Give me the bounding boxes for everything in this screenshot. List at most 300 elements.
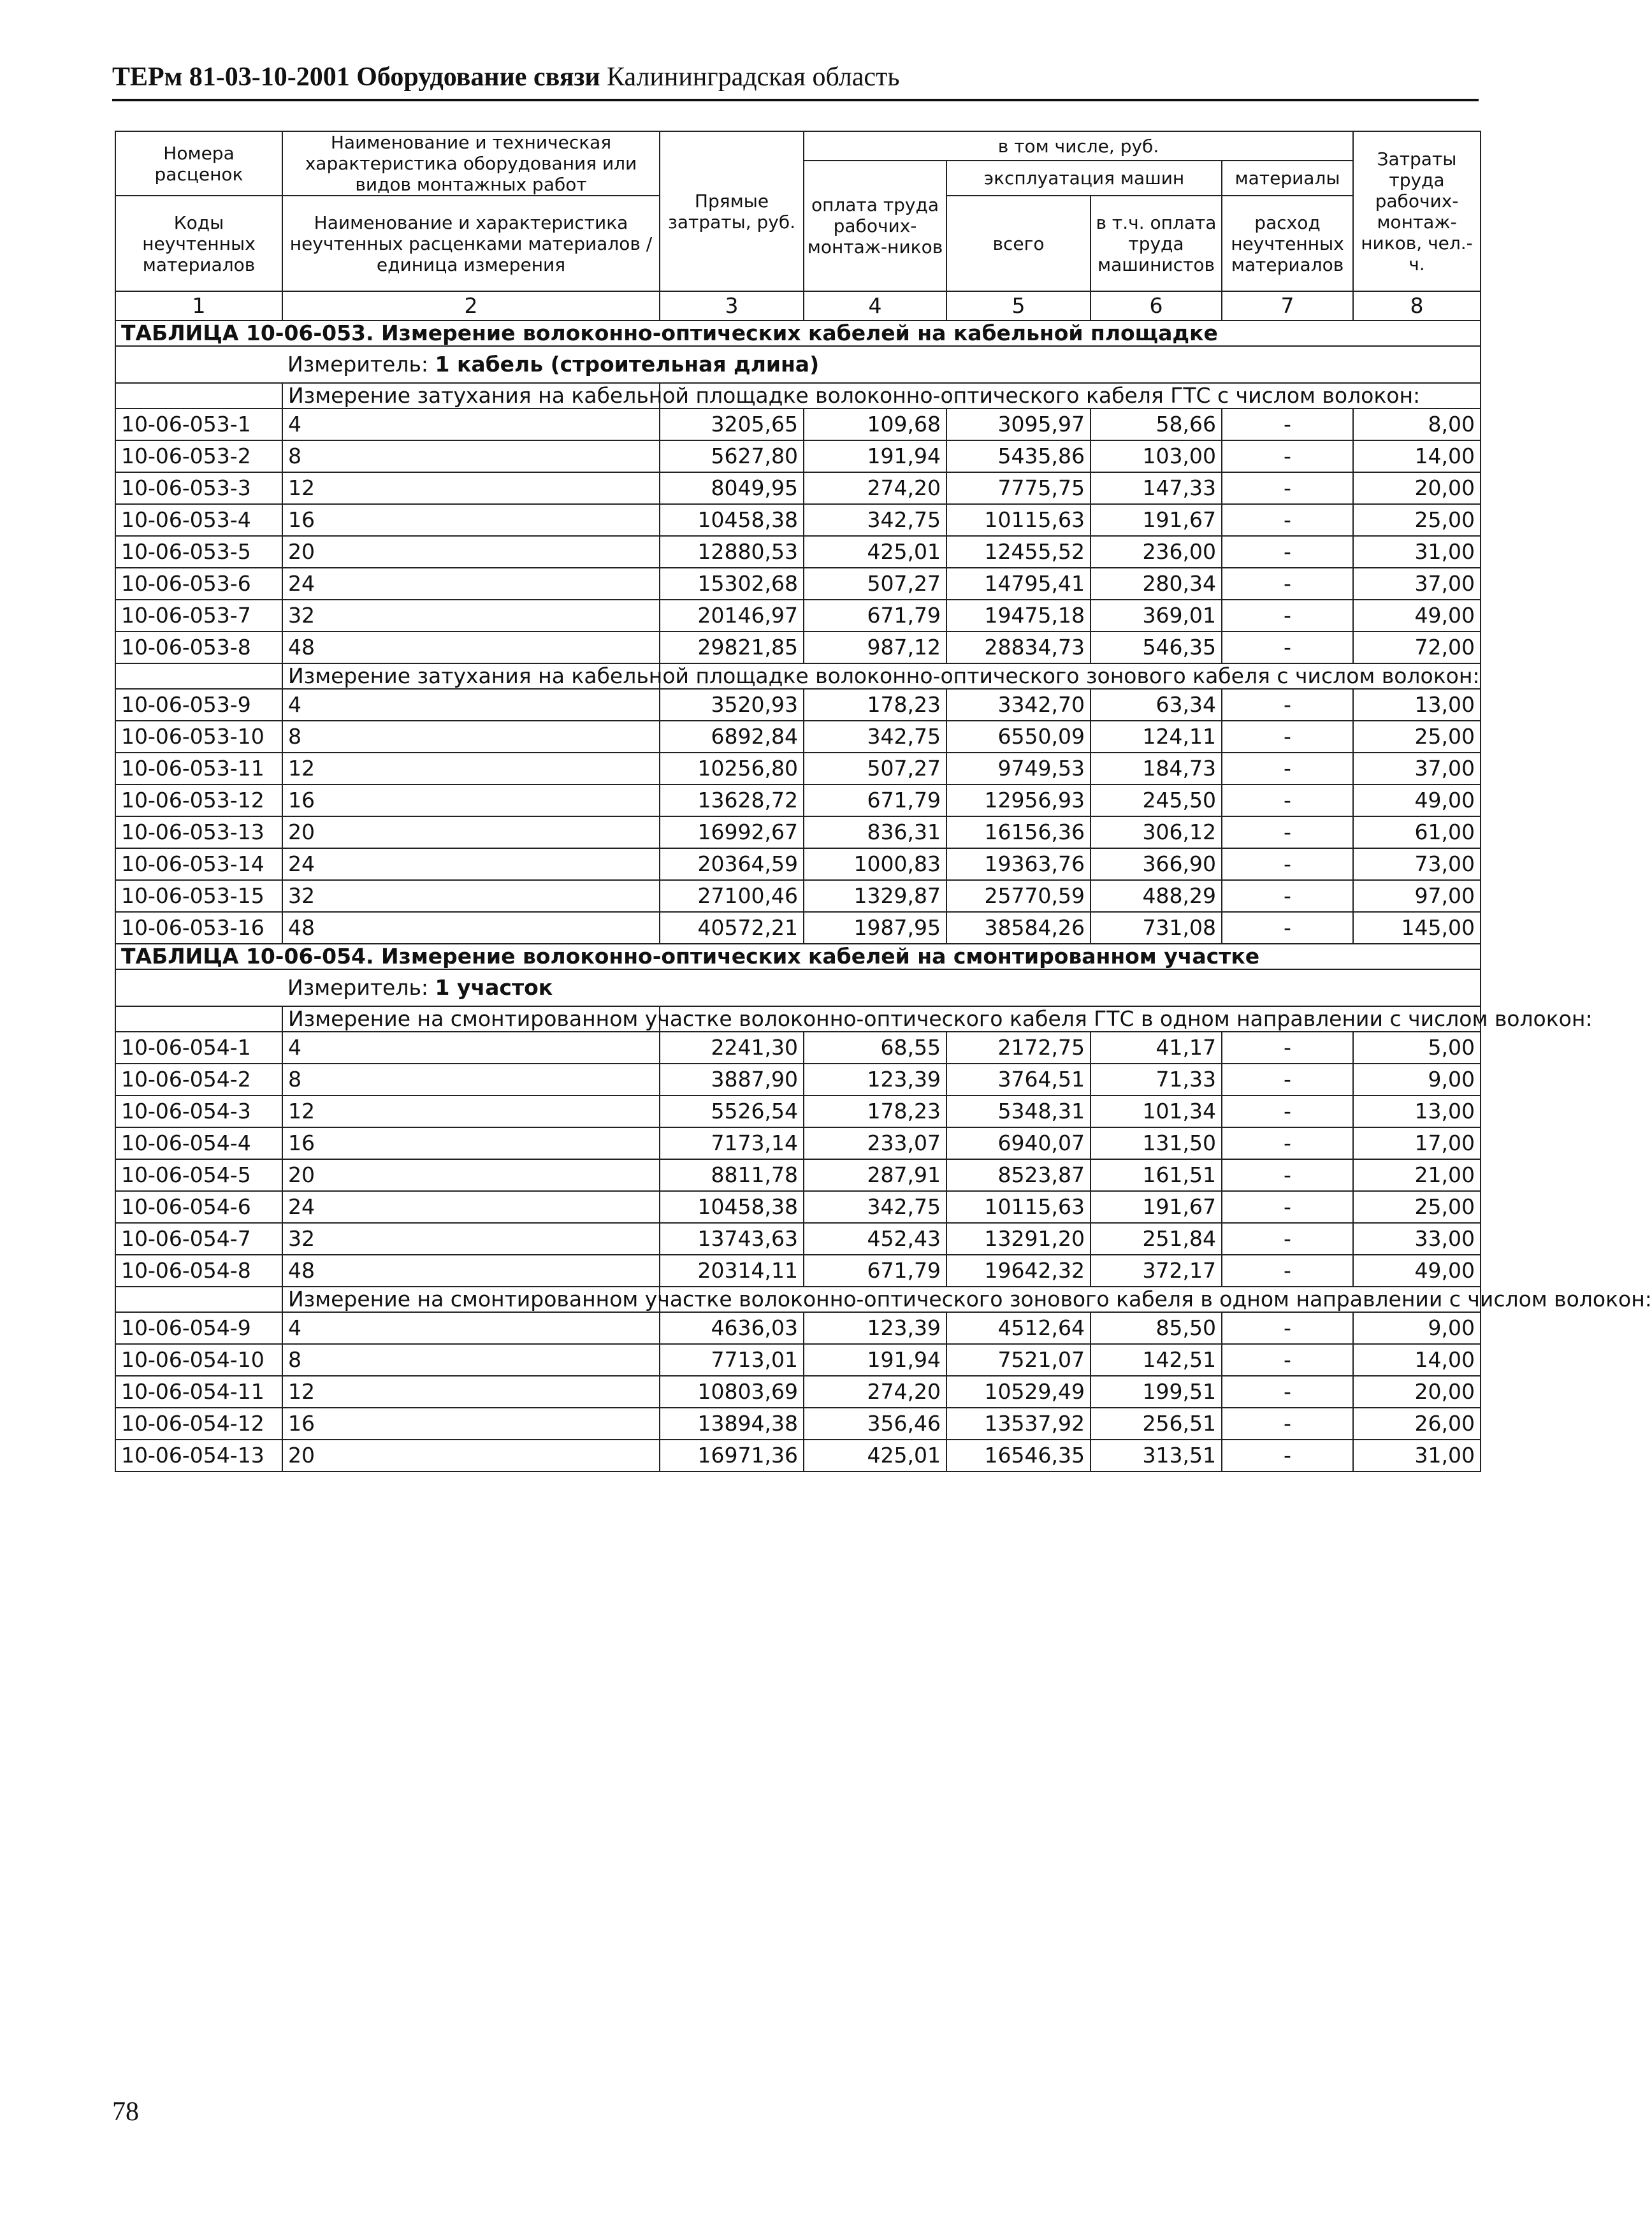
worker-pay: 123,39: [804, 1064, 946, 1095]
direct-costs: 16992,67: [660, 816, 804, 848]
machines-total: 10115,63: [946, 504, 1090, 536]
direct-costs: 13894,38: [660, 1408, 804, 1440]
direct-costs: 8811,78: [660, 1159, 804, 1191]
machines-total: 7775,75: [946, 472, 1090, 504]
header-worker-pay: оплата труда рабочих-монтаж-ников: [804, 161, 946, 291]
worker-pay: 452,43: [804, 1223, 946, 1255]
labor-costs: 14,00: [1353, 1344, 1481, 1376]
machines-total: 3764,51: [946, 1064, 1090, 1095]
direct-costs: 4636,03: [660, 1312, 804, 1344]
machines-total: 6550,09: [946, 721, 1090, 753]
materials: -: [1222, 1191, 1353, 1223]
fiber-count: 8: [282, 721, 660, 753]
operator-pay: 161,51: [1090, 1159, 1222, 1191]
worker-pay: 671,79: [804, 784, 946, 816]
machines-total: 14795,41: [946, 568, 1090, 600]
materials: -: [1222, 816, 1353, 848]
direct-costs: 40572,21: [660, 912, 804, 944]
operator-pay: 199,51: [1090, 1376, 1222, 1408]
measure-spacer: [115, 969, 282, 1006]
operator-pay: 41,17: [1090, 1032, 1222, 1064]
labor-costs: 72,00: [1353, 632, 1481, 663]
labor-costs: 31,00: [1353, 536, 1481, 568]
table-row: [115, 1064, 1481, 1095]
labor-costs: 37,00: [1353, 753, 1481, 784]
operator-pay: 236,00: [1090, 536, 1222, 568]
rate-code: 10-06-053-10: [115, 721, 282, 753]
operator-pay: 306,12: [1090, 816, 1222, 848]
fiber-count: 4: [282, 689, 660, 721]
direct-costs: 3520,93: [660, 689, 804, 721]
worker-pay: 178,23: [804, 1095, 946, 1127]
fiber-count: 20: [282, 1159, 660, 1191]
document-header: [112, 64, 1479, 90]
machines-total: 3342,70: [946, 689, 1090, 721]
table-title: ТАБЛИЦА 10-06-053. Измерение волоконно-оптических кабелей на кабельной площадке: [115, 321, 1481, 346]
table-row: [115, 504, 1481, 536]
table-row: [115, 1095, 1481, 1127]
operator-pay: 71,33: [1090, 1064, 1222, 1095]
materials: -: [1222, 440, 1353, 472]
rate-code: 10-06-053-12: [115, 784, 282, 816]
labor-costs: 14,00: [1353, 440, 1481, 472]
operator-pay: 184,73: [1090, 753, 1222, 784]
table-row: [115, 1191, 1481, 1223]
worker-pay: 1000,83: [804, 848, 946, 880]
machines-total: 9749,53: [946, 753, 1090, 784]
worker-pay: 1329,87: [804, 880, 946, 912]
rate-code: 10-06-054-13: [115, 1440, 282, 1471]
header-operator-pay: в т.ч. оплата труда машинистов: [1090, 196, 1222, 291]
fiber-count: 16: [282, 1127, 660, 1159]
rate-code: 10-06-053-14: [115, 848, 282, 880]
table-row: [115, 848, 1481, 880]
worker-pay: 507,27: [804, 568, 946, 600]
header-work-name: Наименование и техническая характеристика оборудования или видов монтажных работ: [282, 131, 660, 196]
materials: -: [1222, 472, 1353, 504]
fiber-count: 16: [282, 1408, 660, 1440]
direct-costs: 10256,80: [660, 753, 804, 784]
fiber-count: 24: [282, 848, 660, 880]
operator-pay: 245,50: [1090, 784, 1222, 816]
table-row: [115, 721, 1481, 753]
direct-costs: 10458,38: [660, 1191, 804, 1223]
worker-pay: 671,79: [804, 1255, 946, 1287]
table-row: [115, 1032, 1481, 1064]
header-direct-costs: Прямые затраты, руб.: [660, 131, 804, 291]
materials: -: [1222, 536, 1353, 568]
rate-code: 10-06-054-7: [115, 1223, 282, 1255]
materials: -: [1222, 721, 1353, 753]
materials: -: [1222, 1223, 1353, 1255]
materials: -: [1222, 1064, 1353, 1095]
machines-total: 10529,49: [946, 1376, 1090, 1408]
worker-pay: 68,55: [804, 1032, 946, 1064]
direct-costs: 8049,95: [660, 472, 804, 504]
direct-costs: 10803,69: [660, 1376, 804, 1408]
machines-total: 5348,31: [946, 1095, 1090, 1127]
table-row: [115, 1376, 1481, 1408]
materials: -: [1222, 504, 1353, 536]
column-number: 8: [1353, 291, 1481, 321]
rate-code: 10-06-053-9: [115, 689, 282, 721]
operator-pay: 101,34: [1090, 1095, 1222, 1127]
fiber-count: 12: [282, 472, 660, 504]
labor-costs: 17,00: [1353, 1127, 1481, 1159]
direct-costs: 7173,14: [660, 1127, 804, 1159]
labor-costs: 21,00: [1353, 1159, 1481, 1191]
header-labor-costs: Затраты труда рабочих-монтаж-ников, чел.-ч.: [1353, 131, 1481, 291]
worker-pay: 342,75: [804, 721, 946, 753]
direct-costs: 20314,11: [660, 1255, 804, 1287]
table-row: [115, 632, 1481, 663]
table-row: [115, 1408, 1481, 1440]
materials: -: [1222, 1312, 1353, 1344]
labor-costs: 49,00: [1353, 1255, 1481, 1287]
rate-code: 10-06-054-1: [115, 1032, 282, 1064]
worker-pay: 1987,95: [804, 912, 946, 944]
materials: -: [1222, 753, 1353, 784]
operator-pay: 85,50: [1090, 1312, 1222, 1344]
document-region: Калининградская область: [607, 62, 900, 92]
machines-total: 6940,07: [946, 1127, 1090, 1159]
fiber-count: 8: [282, 1064, 660, 1095]
rate-code: 10-06-054-12: [115, 1408, 282, 1440]
direct-costs: 5627,80: [660, 440, 804, 472]
direct-costs: 2241,30: [660, 1032, 804, 1064]
labor-costs: 9,00: [1353, 1312, 1481, 1344]
table-row: [115, 472, 1481, 504]
fiber-count: 48: [282, 1255, 660, 1287]
fiber-count: 48: [282, 912, 660, 944]
materials: -: [1222, 1255, 1353, 1287]
worker-pay: 123,39: [804, 1312, 946, 1344]
labor-costs: 25,00: [1353, 721, 1481, 753]
operator-pay: 313,51: [1090, 1440, 1222, 1471]
direct-costs: 3205,65: [660, 408, 804, 440]
labor-costs: 8,00: [1353, 408, 1481, 440]
worker-pay: 342,75: [804, 1191, 946, 1223]
table-row: [115, 1440, 1481, 1471]
page-number: 78: [112, 2097, 139, 2127]
column-number: 5: [946, 291, 1090, 321]
fiber-count: 4: [282, 1032, 660, 1064]
header-machine-operation: эксплуатация машин: [946, 161, 1222, 196]
table-row: [115, 408, 1481, 440]
direct-costs: 20146,97: [660, 600, 804, 632]
rate-code: 10-06-054-6: [115, 1191, 282, 1223]
rate-code: 10-06-054-2: [115, 1064, 282, 1095]
section-description: Измерение на смонтированном участке волоконно-оптического зонового кабеля в одном направлении с числом волокон:: [282, 1287, 660, 1312]
operator-pay: 142,51: [1090, 1344, 1222, 1376]
labor-costs: 25,00: [1353, 1191, 1481, 1223]
labor-costs: 26,00: [1353, 1408, 1481, 1440]
header-material-codes: Коды неучтенных материалов: [115, 196, 282, 291]
operator-pay: 58,66: [1090, 408, 1222, 440]
fiber-count: 8: [282, 1344, 660, 1376]
labor-costs: 9,00: [1353, 1064, 1481, 1095]
labor-costs: 31,00: [1353, 1440, 1481, 1471]
materials: -: [1222, 1408, 1353, 1440]
labor-costs: 25,00: [1353, 504, 1481, 536]
operator-pay: 191,67: [1090, 504, 1222, 536]
fiber-count: 12: [282, 1095, 660, 1127]
labor-costs: 20,00: [1353, 1376, 1481, 1408]
materials: -: [1222, 1376, 1353, 1408]
machines-total: 10115,63: [946, 1191, 1090, 1223]
table-title: ТАБЛИЦА 10-06-054. Измерение волоконно-оптических кабелей на смонтированном участке: [115, 944, 1481, 969]
materials: -: [1222, 1440, 1353, 1471]
direct-costs: 7713,01: [660, 1344, 804, 1376]
machines-total: 7521,07: [946, 1344, 1090, 1376]
rate-code: 10-06-053-4: [115, 504, 282, 536]
fiber-count: 20: [282, 1440, 660, 1471]
operator-pay: 131,50: [1090, 1127, 1222, 1159]
worker-pay: 507,27: [804, 753, 946, 784]
worker-pay: 109,68: [804, 408, 946, 440]
machines-total: 3095,97: [946, 408, 1090, 440]
table-row: [115, 440, 1481, 472]
fiber-count: 32: [282, 1223, 660, 1255]
worker-pay: 425,01: [804, 1440, 946, 1471]
header-unaccounted-materials: расход неучтенных материалов: [1222, 196, 1353, 291]
table-row: [115, 1312, 1481, 1344]
rate-code: 10-06-054-8: [115, 1255, 282, 1287]
rate-code: 10-06-053-2: [115, 440, 282, 472]
materials: -: [1222, 408, 1353, 440]
materials: -: [1222, 600, 1353, 632]
labor-costs: 5,00: [1353, 1032, 1481, 1064]
operator-pay: 251,84: [1090, 1223, 1222, 1255]
rate-code: 10-06-054-9: [115, 1312, 282, 1344]
header-rule: [112, 99, 1479, 101]
measure-label: Измеритель:: [287, 352, 429, 377]
labor-costs: 33,00: [1353, 1223, 1481, 1255]
worker-pay: 425,01: [804, 536, 946, 568]
table-row: [115, 816, 1481, 848]
fiber-count: 4: [282, 408, 660, 440]
machines-total: 4512,64: [946, 1312, 1090, 1344]
direct-costs: 6892,84: [660, 721, 804, 753]
worker-pay: 191,94: [804, 440, 946, 472]
measure-label: Измеритель:: [287, 975, 429, 1000]
section-spacer: [115, 1287, 282, 1312]
rate-code: 10-06-053-7: [115, 600, 282, 632]
rates-table: [115, 131, 1652, 1472]
machines-total: 19642,32: [946, 1255, 1090, 1287]
machines-total: 19363,76: [946, 848, 1090, 880]
operator-pay: 256,51: [1090, 1408, 1222, 1440]
measure-spacer: [115, 346, 282, 383]
materials: -: [1222, 912, 1353, 944]
labor-costs: 49,00: [1353, 600, 1481, 632]
worker-pay: 274,20: [804, 472, 946, 504]
column-number: 2: [282, 291, 660, 321]
machines-total: 13291,20: [946, 1223, 1090, 1255]
fiber-count: 8: [282, 440, 660, 472]
table-row: [115, 912, 1481, 944]
operator-pay: 147,33: [1090, 472, 1222, 504]
header-including: в том числе, руб.: [804, 131, 1353, 161]
direct-costs: 15302,68: [660, 568, 804, 600]
direct-costs: 10458,38: [660, 504, 804, 536]
column-number: 3: [660, 291, 804, 321]
table-row: [115, 568, 1481, 600]
fiber-count: 32: [282, 880, 660, 912]
worker-pay: 287,91: [804, 1159, 946, 1191]
labor-costs: 61,00: [1353, 816, 1481, 848]
header-material-names: Наименование и характеристика неучтенных расценками материалов / единица измерения: [282, 196, 660, 291]
operator-pay: 546,35: [1090, 632, 1222, 663]
table-row: [115, 1255, 1481, 1287]
fiber-count: 20: [282, 816, 660, 848]
document-code: ТЕРм 81-03-10-2001 Оборудование связи: [112, 62, 600, 92]
machines-total: 12455,52: [946, 536, 1090, 568]
direct-costs: 13743,63: [660, 1223, 804, 1255]
machines-total: 25770,59: [946, 880, 1090, 912]
operator-pay: 366,90: [1090, 848, 1222, 880]
materials: -: [1222, 1032, 1353, 1064]
column-number: 6: [1090, 291, 1222, 321]
direct-costs: 20364,59: [660, 848, 804, 880]
rate-code: 10-06-053-11: [115, 753, 282, 784]
materials: -: [1222, 568, 1353, 600]
rate-code: 10-06-053-6: [115, 568, 282, 600]
machines-total: 13537,92: [946, 1408, 1090, 1440]
rate-code: 10-06-054-11: [115, 1376, 282, 1408]
machines-total: 16156,36: [946, 816, 1090, 848]
direct-costs: 27100,46: [660, 880, 804, 912]
rate-code: 10-06-054-3: [115, 1095, 282, 1127]
rate-code: 10-06-053-3: [115, 472, 282, 504]
worker-pay: 671,79: [804, 600, 946, 632]
operator-pay: 191,67: [1090, 1191, 1222, 1223]
machines-total: 2172,75: [946, 1032, 1090, 1064]
direct-costs: 29821,85: [660, 632, 804, 663]
labor-costs: 145,00: [1353, 912, 1481, 944]
fiber-count: 12: [282, 1376, 660, 1408]
materials: -: [1222, 689, 1353, 721]
materials: -: [1222, 848, 1353, 880]
fiber-count: 4: [282, 1312, 660, 1344]
machines-total: 28834,73: [946, 632, 1090, 663]
worker-pay: 342,75: [804, 504, 946, 536]
section-spacer: [115, 383, 282, 408]
table-row: [115, 536, 1481, 568]
column-number: 4: [804, 291, 946, 321]
materials: -: [1222, 784, 1353, 816]
fiber-count: 12: [282, 753, 660, 784]
worker-pay: 274,20: [804, 1376, 946, 1408]
operator-pay: 731,08: [1090, 912, 1222, 944]
labor-costs: 49,00: [1353, 784, 1481, 816]
table-measure: [282, 969, 1481, 1006]
rate-code: 10-06-053-8: [115, 632, 282, 663]
machines-total: 12956,93: [946, 784, 1090, 816]
direct-costs: 3887,90: [660, 1064, 804, 1095]
header-machines-total: всего: [946, 196, 1090, 291]
operator-pay: 124,11: [1090, 721, 1222, 753]
labor-costs: 13,00: [1353, 689, 1481, 721]
fiber-count: 16: [282, 784, 660, 816]
rate-code: 10-06-054-10: [115, 1344, 282, 1376]
header-rate-numbers: Номера расценок: [115, 131, 282, 196]
machines-total: 5435,86: [946, 440, 1090, 472]
table-row: [115, 753, 1481, 784]
fiber-count: 24: [282, 568, 660, 600]
direct-costs: 12880,53: [660, 536, 804, 568]
materials: -: [1222, 1159, 1353, 1191]
materials: -: [1222, 632, 1353, 663]
fiber-count: 32: [282, 600, 660, 632]
table-row: [115, 689, 1481, 721]
rate-code: 10-06-053-1: [115, 408, 282, 440]
table-row: [115, 600, 1481, 632]
materials: -: [1222, 1127, 1353, 1159]
materials: -: [1222, 1095, 1353, 1127]
operator-pay: 280,34: [1090, 568, 1222, 600]
fiber-count: 24: [282, 1191, 660, 1223]
measure-value: 1 кабель (строительная длина): [435, 352, 820, 377]
operator-pay: 103,00: [1090, 440, 1222, 472]
section-description: Измерение затухания на кабельной площадке волоконно-оптического зонового кабеля с числом волокон:: [282, 663, 660, 689]
labor-costs: 13,00: [1353, 1095, 1481, 1127]
worker-pay: 233,07: [804, 1127, 946, 1159]
machines-total: 19475,18: [946, 600, 1090, 632]
worker-pay: 178,23: [804, 689, 946, 721]
table-row: [115, 1344, 1481, 1376]
rate-code: 10-06-053-15: [115, 880, 282, 912]
header-materials: материалы: [1222, 161, 1353, 196]
column-number: 1: [115, 291, 282, 321]
direct-costs: 13628,72: [660, 784, 804, 816]
section-spacer: [115, 663, 282, 689]
worker-pay: 356,46: [804, 1408, 946, 1440]
materials: -: [1222, 880, 1353, 912]
labor-costs: 37,00: [1353, 568, 1481, 600]
rate-code: 10-06-054-5: [115, 1159, 282, 1191]
machines-total: 8523,87: [946, 1159, 1090, 1191]
column-number: 7: [1222, 291, 1353, 321]
section-spacer: [115, 1006, 282, 1032]
materials: -: [1222, 1344, 1353, 1376]
rate-code: 10-06-054-4: [115, 1127, 282, 1159]
machines-total: 38584,26: [946, 912, 1090, 944]
table-row: [115, 1127, 1481, 1159]
worker-pay: 836,31: [804, 816, 946, 848]
table-row: [115, 1159, 1481, 1191]
labor-costs: 73,00: [1353, 848, 1481, 880]
worker-pay: 191,94: [804, 1344, 946, 1376]
operator-pay: 63,34: [1090, 689, 1222, 721]
table-row: [115, 784, 1481, 816]
machines-total: 16546,35: [946, 1440, 1090, 1471]
labor-costs: 20,00: [1353, 472, 1481, 504]
fiber-count: 48: [282, 632, 660, 663]
labor-costs: 97,00: [1353, 880, 1481, 912]
direct-costs: 5526,54: [660, 1095, 804, 1127]
table-row: [115, 1223, 1481, 1255]
operator-pay: 488,29: [1090, 880, 1222, 912]
operator-pay: 372,17: [1090, 1255, 1222, 1287]
section-description: Измерение затухания на кабельной площадке волоконно-оптического кабеля ГТС с числом волокон:: [282, 383, 660, 408]
fiber-count: 16: [282, 504, 660, 536]
table-measure: [282, 346, 1481, 383]
fiber-count: 20: [282, 536, 660, 568]
rate-code: 10-06-053-5: [115, 536, 282, 568]
direct-costs: 16971,36: [660, 1440, 804, 1471]
table-row: [115, 880, 1481, 912]
